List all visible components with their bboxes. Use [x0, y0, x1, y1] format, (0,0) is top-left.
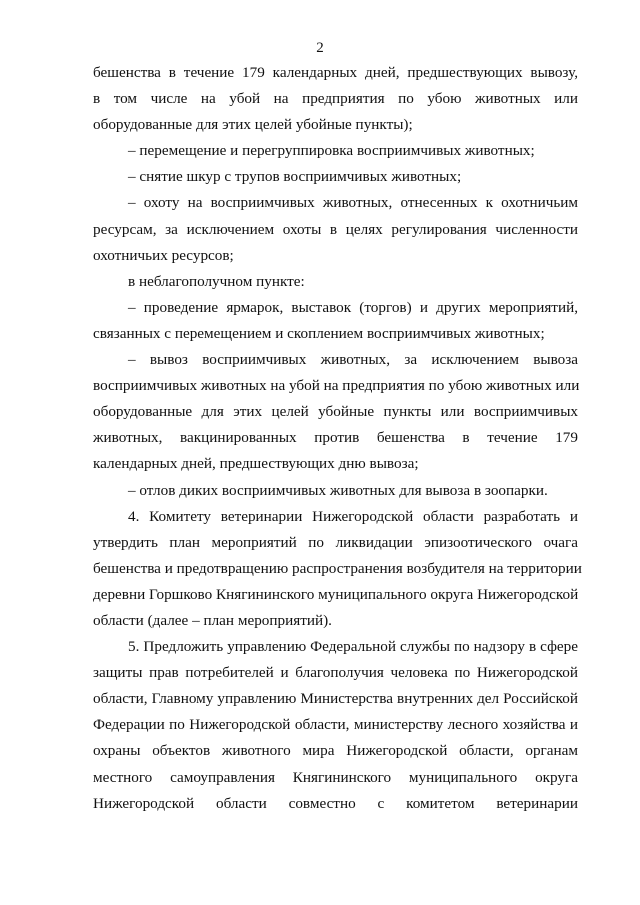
text-line: области (далее – план мероприятий). [93, 611, 332, 629]
text-line: восприимчивых животных на убой на предприятия по убою животных или [93, 377, 580, 395]
text-line: календарных дней, предшествующих дню вывоза; [93, 455, 419, 473]
page-number: 2 [316, 40, 324, 56]
list-item: – охоту на восприимчивых животных, отнесенных к охотничьим [128, 194, 578, 212]
document-body [93, 60, 582, 817]
text-line: ресурсам, за исключением охоты в целях регулирования численности [93, 220, 578, 238]
text-line: Федерации по Нижегородской области, министерству лесного хозяйства и [93, 716, 578, 734]
section-label: в неблагополучном пункте: [128, 272, 305, 290]
list-item: – перемещение и перегруппировка восприимчивых животных; [128, 142, 535, 160]
paragraph-5-start: 5. Предложить управлению Федеральной службы по надзору в сфере [128, 638, 578, 656]
text-line: охотничьих ресурсов; [93, 246, 234, 264]
text-line: защиты прав потребителей и благополучия человека по Нижегородской [93, 664, 578, 682]
text-line: животных, вакцинированных против бешенства в течение 179 [93, 429, 578, 447]
paragraph-4-start: 4. Комитету ветеринарии Нижегородской области разработать и [128, 507, 578, 525]
list-item: – снятие шкур с трупов восприимчивых животных; [128, 168, 462, 186]
text-line: области, Главному управлению Министерства внутренних дел Российской [93, 690, 578, 708]
text-line: бешенства в течение 179 календарных дней, предшествующих вывозу, [93, 64, 578, 81]
list-item: – проведение ярмарок, выставок (торгов) и других мероприятий, [128, 298, 578, 316]
text-line: оборудованные для этих целей убойные пункты или восприимчивых [93, 403, 578, 421]
list-item: – отлов диких восприимчивых животных для вывоза в зоопарки. [128, 481, 548, 499]
text-line: связанных с перемещением и скоплением восприимчивых животных; [93, 324, 545, 342]
text-line: бешенства и предотвращению распространения возбудителя на территории [93, 559, 582, 577]
text-line: местного самоуправления Княгининского муниципального округа [93, 768, 578, 786]
list-item: – вывоз восприимчивых животных, за исключением вывоза [128, 351, 578, 369]
text-line: оборудованные для этих целей убойные пункты); [93, 116, 413, 134]
text-line: охраны объектов животного мира Нижегородской области, органам [93, 742, 578, 760]
text-line: Нижегородской области совместно с комитетом ветеринарии [93, 794, 578, 812]
text-line: утвердить план мероприятий по ликвидации эпизоотического очага [93, 533, 578, 551]
text-line: в том числе на убой на предприятия по убою животных или [93, 90, 578, 108]
text-line: деревни Горшково Княгининского муниципального округа Нижегородской [93, 585, 579, 603]
